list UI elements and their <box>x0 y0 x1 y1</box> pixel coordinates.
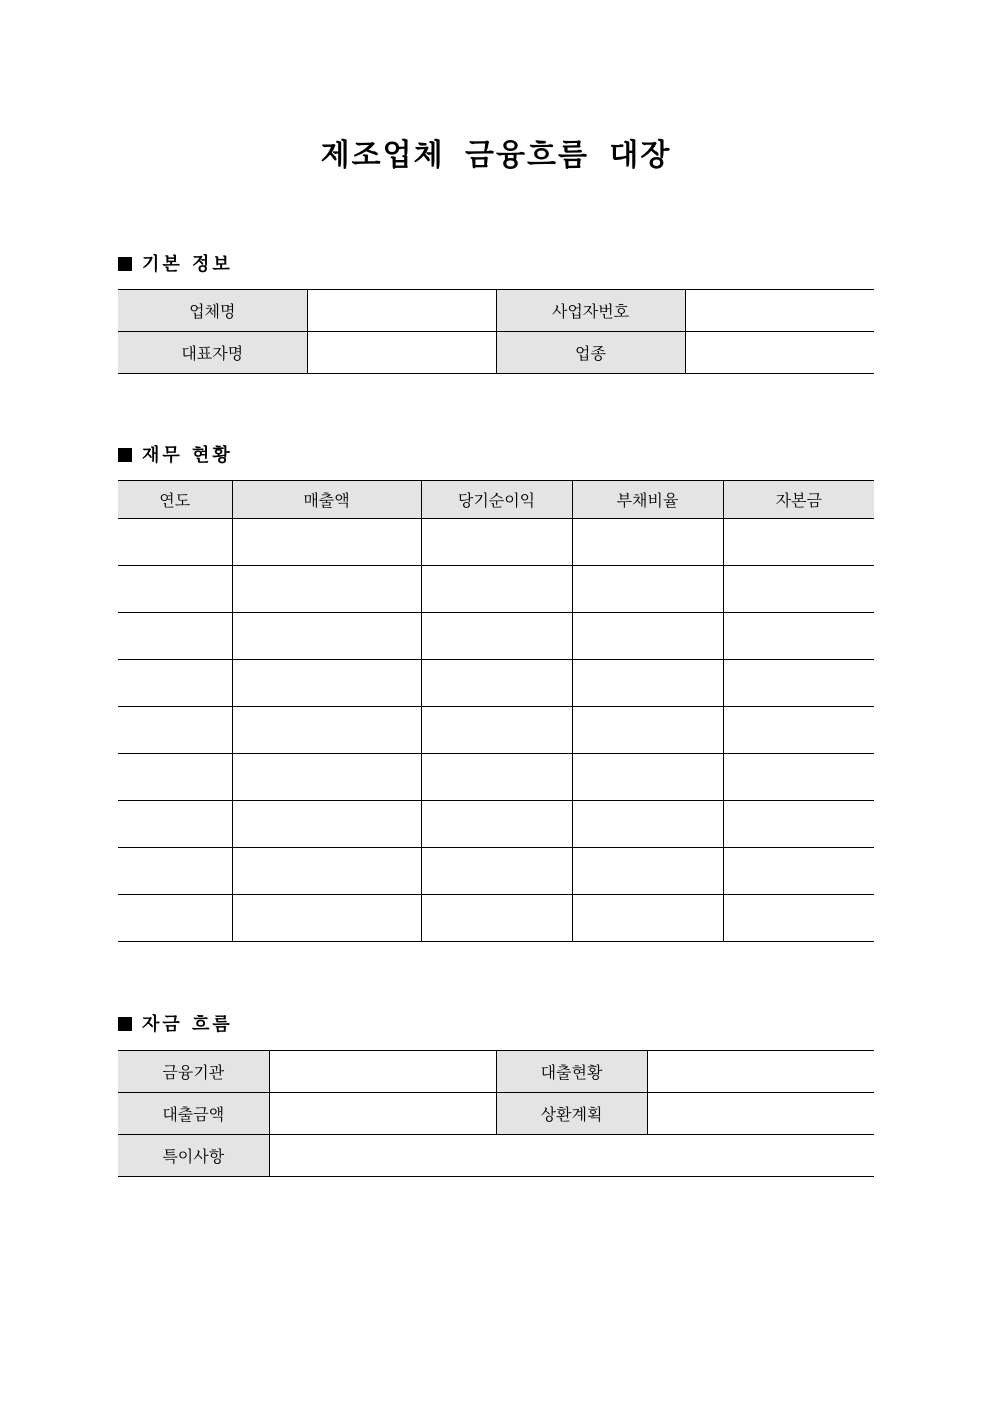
capital-cell[interactable] <box>723 613 874 660</box>
finance-header-row <box>118 481 874 519</box>
debt-ratio-cell[interactable] <box>572 519 723 566</box>
table-row <box>118 290 874 332</box>
year-cell[interactable] <box>118 848 232 895</box>
net-income-cell[interactable] <box>421 707 572 754</box>
net-income-cell[interactable] <box>421 848 572 895</box>
company-name-label: 업체명 <box>118 290 307 332</box>
debt-ratio-cell[interactable] <box>572 754 723 801</box>
revenue-cell[interactable] <box>232 519 421 566</box>
revenue-cell[interactable] <box>232 660 421 707</box>
capital-cell[interactable] <box>723 895 874 942</box>
net-income-cell[interactable] <box>421 801 572 848</box>
loan-amount-field[interactable] <box>269 1093 496 1135</box>
net-income-cell[interactable] <box>421 613 572 660</box>
repayment-plan-label: 상환계획 <box>496 1093 647 1135</box>
capital-cell[interactable] <box>723 848 874 895</box>
net-income-cell[interactable] <box>421 754 572 801</box>
table-row <box>118 660 874 707</box>
revenue-cell[interactable] <box>232 613 421 660</box>
section-heading-basic <box>118 253 233 277</box>
year-cell[interactable] <box>118 754 232 801</box>
table-row <box>118 566 874 613</box>
debt-ratio-cell[interactable] <box>572 613 723 660</box>
debt-ratio-cell[interactable] <box>572 895 723 942</box>
year-cell[interactable] <box>118 519 232 566</box>
black-square-icon <box>118 448 132 462</box>
net-income-cell[interactable] <box>421 566 572 613</box>
business-number-field[interactable] <box>685 290 874 332</box>
revenue-cell[interactable] <box>232 754 421 801</box>
column-header-debt-ratio: 부채비율 <box>572 481 723 519</box>
year-cell[interactable] <box>118 613 232 660</box>
section-heading-funds <box>118 1013 233 1037</box>
debt-ratio-cell[interactable] <box>572 848 723 895</box>
column-header-year: 연도 <box>118 481 232 519</box>
loan-status-label: 대출현황 <box>496 1051 647 1093</box>
table-row <box>118 1051 874 1093</box>
table-row <box>118 1135 874 1177</box>
table-row <box>118 519 874 566</box>
debt-ratio-cell[interactable] <box>572 801 723 848</box>
revenue-cell[interactable] <box>232 848 421 895</box>
debt-ratio-cell[interactable] <box>572 566 723 613</box>
table-row <box>118 613 874 660</box>
industry-field[interactable] <box>685 332 874 374</box>
representative-label: 대표자명 <box>118 332 307 374</box>
table-row <box>118 332 874 374</box>
section-heading-finance <box>118 444 233 468</box>
industry-label: 업종 <box>496 332 685 374</box>
loan-status-field[interactable] <box>647 1051 874 1093</box>
net-income-cell[interactable] <box>421 519 572 566</box>
column-header-capital: 자본금 <box>723 481 874 519</box>
capital-cell[interactable] <box>723 566 874 613</box>
remarks-field[interactable] <box>269 1135 874 1177</box>
revenue-cell[interactable] <box>232 566 421 613</box>
business-number-label: 사업자번호 <box>496 290 685 332</box>
table-row <box>118 754 874 801</box>
institution-label: 금융기관 <box>118 1051 269 1093</box>
revenue-cell[interactable] <box>232 707 421 754</box>
table-row <box>118 848 874 895</box>
year-cell[interactable] <box>118 707 232 754</box>
section-heading-basic-label: 기본 정보 <box>142 254 233 275</box>
section-heading-funds-label: 자금 흐름 <box>142 1014 233 1035</box>
capital-cell[interactable] <box>723 660 874 707</box>
debt-ratio-cell[interactable] <box>572 660 723 707</box>
column-header-net-income: 당기순이익 <box>421 481 572 519</box>
finance-table <box>118 480 874 942</box>
representative-field[interactable] <box>307 332 496 374</box>
capital-cell[interactable] <box>723 707 874 754</box>
company-name-field[interactable] <box>307 290 496 332</box>
page-title: 제조업체 금융흐름 대장 <box>320 138 672 173</box>
funds-table <box>118 1050 874 1177</box>
year-cell[interactable] <box>118 566 232 613</box>
year-cell[interactable] <box>118 660 232 707</box>
year-cell[interactable] <box>118 895 232 942</box>
capital-cell[interactable] <box>723 801 874 848</box>
revenue-cell[interactable] <box>232 895 421 942</box>
net-income-cell[interactable] <box>421 660 572 707</box>
capital-cell[interactable] <box>723 519 874 566</box>
revenue-cell[interactable] <box>232 801 421 848</box>
table-row <box>118 801 874 848</box>
repayment-plan-field[interactable] <box>647 1093 874 1135</box>
capital-cell[interactable] <box>723 754 874 801</box>
black-square-icon <box>118 1017 132 1031</box>
year-cell[interactable] <box>118 801 232 848</box>
basic-info-table <box>118 289 874 374</box>
column-header-revenue: 매출액 <box>232 481 421 519</box>
institution-field[interactable] <box>269 1051 496 1093</box>
table-row <box>118 1093 874 1135</box>
loan-amount-label: 대출금액 <box>118 1093 269 1135</box>
net-income-cell[interactable] <box>421 895 572 942</box>
debt-ratio-cell[interactable] <box>572 707 723 754</box>
black-square-icon <box>118 257 132 271</box>
section-heading-finance-label: 재무 현황 <box>142 445 233 466</box>
remarks-label: 특이사항 <box>118 1135 269 1177</box>
table-row <box>118 707 874 754</box>
table-row <box>118 895 874 942</box>
